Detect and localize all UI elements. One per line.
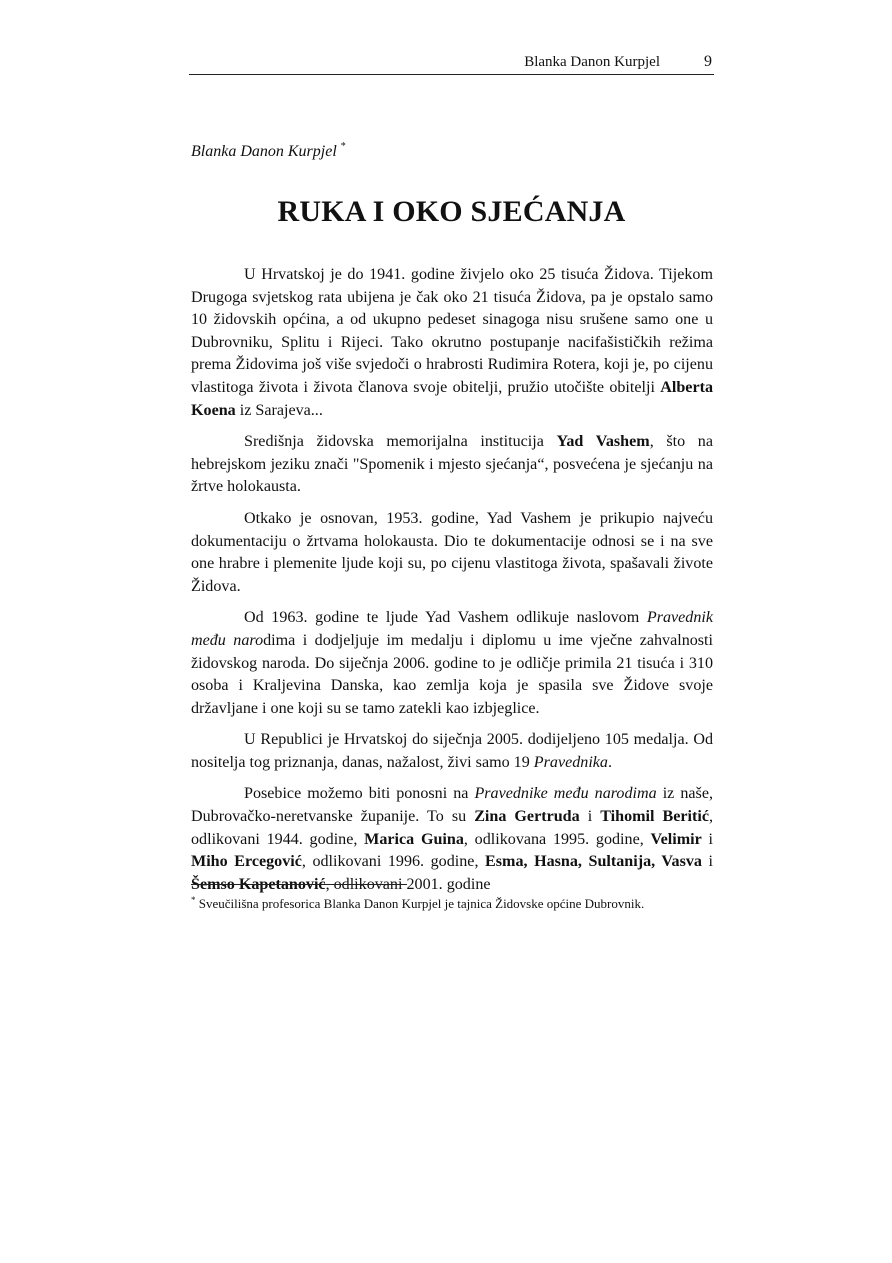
- text-run: Od 1963. godine te ljude Yad Vashem odlikuje naslovom: [244, 609, 647, 627]
- bold-text: Zina Gertruda: [474, 808, 580, 826]
- bold-text: Alberta Koena: [191, 378, 713, 419]
- text-run: U Republici je Hrvatskoj do siječnja 2005. dodijeljeno 105 medalja. Od nositelja tog priznanja, danas, nažalost, živi samo 19: [191, 731, 713, 771]
- article-body: [191, 264, 713, 905]
- text-run: , odlikovani 2001. godine: [325, 875, 491, 893]
- running-header: [189, 52, 714, 75]
- text-run: i: [701, 853, 714, 871]
- text-run: i: [701, 830, 714, 848]
- bold-text: Miho Ercegović: [191, 853, 302, 871]
- author-line: [191, 141, 346, 161]
- bold-text: Marica Guina: [364, 830, 464, 848]
- text-run: iz Sarajeva...: [235, 401, 323, 419]
- bold-text: Yad Vashem: [556, 433, 650, 451]
- footnote-text: Sveučilišna profesorica Blanka Danon Kurpjel je tajnica Židovske općine Dubrovnik.: [195, 896, 645, 911]
- text-run: , što na hebrejskom jeziku znači "Spomenik i mjesto sjećanja“, posvećena je sjećanju na žrtve holokausta.: [191, 433, 713, 496]
- footnote: [191, 895, 644, 912]
- text-run: Posebice možemo biti ponosni na: [244, 785, 475, 803]
- text-run: dima i dodjeljuje im medalju i diplomu u ime vječne zahvalnosti židovskog naroda. Do siječnja 2006. godine to je odličje primila 21 tisuća i 310 osoba i Kraljevina Danska, kao zemlja koja je spasila sve Židove svoje državljane i one koji su se tamo zatekli kao izbjeglice.: [191, 631, 713, 717]
- bold-text: Šemso Kapetanović: [191, 875, 326, 893]
- paragraph: [191, 607, 713, 720]
- article-title: RUKA I OKO SJEĆANJA: [277, 195, 626, 228]
- footnote-marker: *: [191, 895, 196, 905]
- bold-text: Velimir: [650, 830, 702, 848]
- italic-text: Pravednik među naro: [191, 609, 713, 649]
- text-run: Otkako je osnovan, 1953. godine, Yad Vashem je prikupio najveću dokumentaciju o žrtvama holokausta. Dio te dokumentacije odnosi se i na sve one hrabre i plemenite ljude koji su, po cijenu vlastitoga života, spašavali živote Židova.: [191, 509, 713, 595]
- paragraph: [191, 783, 713, 896]
- bold-text: Tihomil Beritić: [600, 808, 709, 826]
- page-number: 9: [704, 53, 712, 70]
- paragraph: [191, 729, 713, 774]
- text-run: Središnja židovska memorijalna institucija: [244, 433, 557, 451]
- paragraph: [191, 508, 713, 598]
- text-run: iz naše, Dubrovačko-neretvanske županije. To su: [191, 785, 713, 826]
- bold-text: Esma, Hasna, Sultanija, Vasva: [485, 853, 702, 871]
- text-run: , odlikovani 1944. godine,: [191, 808, 713, 848]
- text-run: , odlikovani 1996. godine,: [301, 853, 486, 871]
- italic-text: Pravednike među narodima: [474, 785, 657, 803]
- footnote-marker: *: [340, 141, 346, 152]
- text-run: i: [579, 808, 601, 826]
- paragraph: [191, 264, 713, 422]
- author-name: Blanka Danon Kurpjel: [191, 143, 337, 160]
- paragraph: [191, 431, 713, 499]
- text-run: , odlikovana 1995. godine,: [463, 830, 651, 848]
- text-run: .: [607, 753, 613, 771]
- italic-text: Pravednika: [533, 753, 608, 771]
- footnote-separator: [191, 884, 407, 885]
- running-title: Blanka Danon Kurpjel: [524, 54, 660, 70]
- text-run: U Hrvatskoj je do 1941. godine živjelo oko 25 tisuća Židova. Tijekom Drugoga svjetskog rata ubijena je čak oko 21 tisuća Židova, pa je opstalo samo 10 židovskih općina, a od ukupno pedeset sinagoga nisu srušene samo one u Dubrovniku, Splitu i Rijeci. Tako okrutno postupanje nacifašističkih režima prema Židovima još više svjedoči o hrabrosti Rudimira Rotera, koji je, po cijenu vlastitoga života i života članova svoje obitelji, pružio utočište obitelji: [191, 266, 713, 396]
